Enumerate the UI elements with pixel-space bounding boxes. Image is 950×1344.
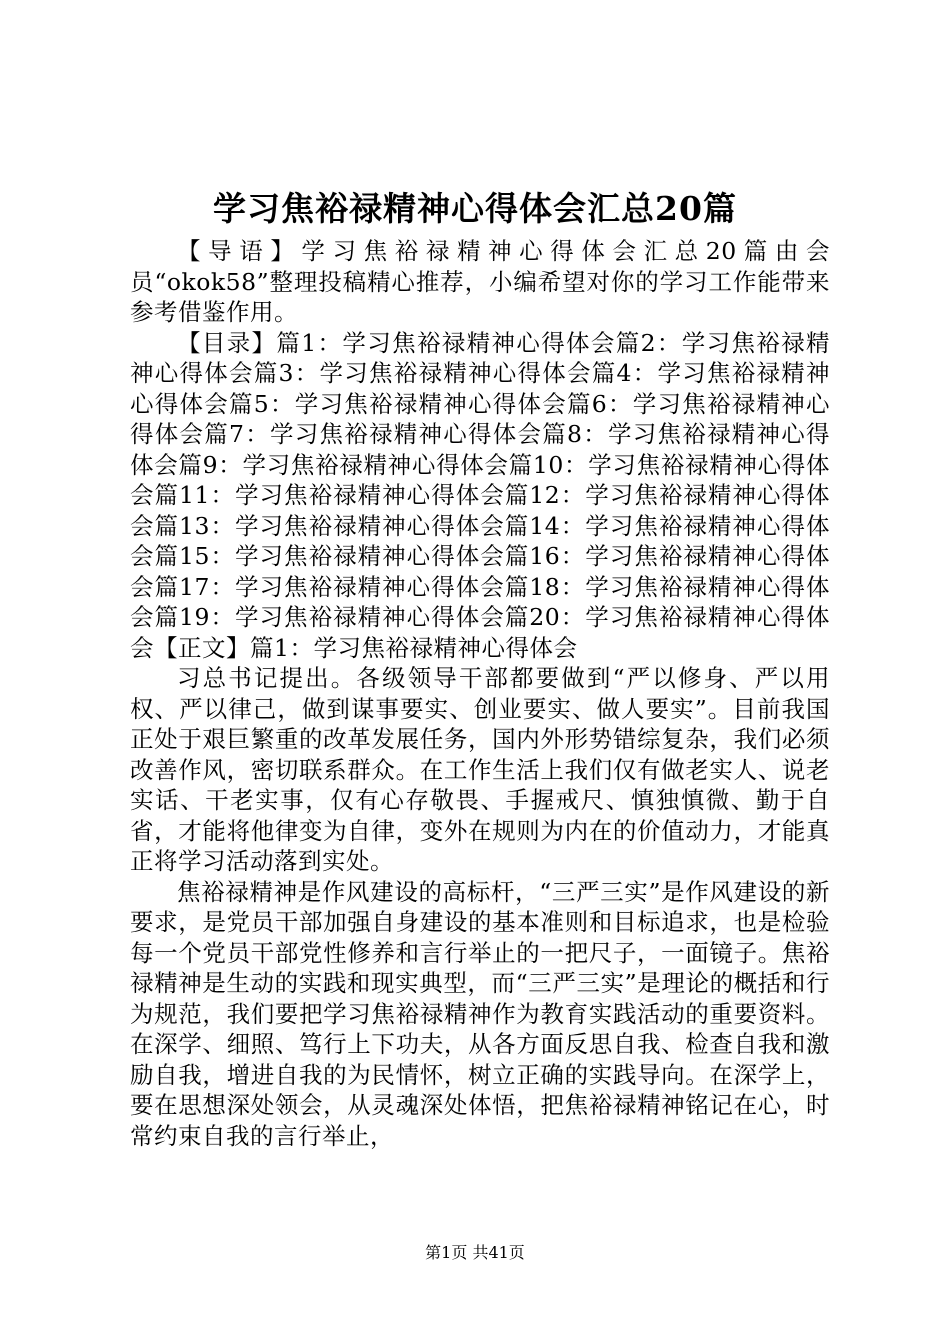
intro-paragraph: 【导语】学习焦裕禄精神心得体会汇总20篇由会员“okok58”整理投稿精心推荐，小编希望对你的学习工作能带来参考借鉴作用。 (130, 237, 830, 326)
body-paragraph: 焦裕禄精神是作风建设的高标杆，“三严三实”是作风建设的新要求，是党员干部加强自身建设的基本准则和目标追求，也是检验每一个党员干部党性修养和言行举止的一把尺子，一面镜子。焦裕禄精神是生动的实践和现实典型，而“三严三实”是理论的概括和行为规范，我们要把学习焦裕禄精神作为教育实践活动的重要资料。在深学、细照、笃行上下功夫，从各方面反思自我、检查自我和激励自我，增进自我的为民情怀，树立正确的实践导向。在深学上，要在思想深处领会，从灵魂深处体悟，把焦裕禄精神铭记在心，时常约束自我的言行举止， (130, 877, 830, 1150)
document-title: 学习焦裕禄精神心得体会汇总20篇 (213, 189, 737, 228)
page-footer: 第1页 共41页 (425, 1243, 525, 1262)
body-paragraph: 习总书记提出。各级领导干部都要做到“严以修身、严以用权、严以律己，做到谋事要实、创业要实、做人要实”。目前我国正处于艰巨繁重的改革发展任务，国内外形势错综复杂，我们必须改善作风，密切联系群众。在工作生活上我们仅有做老实人、说老实话、干老实事，仅有心存敬畏、手握戒尺、慎独慎微、勤于自省，才能将他律变为自律，变外在规则为内在的价值动力，才能真正将学习活动落到实处。 (130, 664, 830, 875)
toc-paragraph: 【目录】篇1：学习焦裕禄精神心得体会篇2：学习焦裕禄精神心得体会篇3：学习焦裕禄精神心得体会篇4：学习焦裕禄精神心得体会篇5：学习焦裕禄精神心得体会篇6：学习焦裕禄精神心得体会篇7：学习焦裕禄精神心得体会篇8：学习焦裕禄精神心得体会篇9：学习焦裕禄精神心得体会篇10：学习焦裕禄精神心得体会篇11：学习焦裕禄精神心得体会篇12：学习焦裕禄精神心得体会篇13：学习焦裕禄精神心得体会篇14：学习焦裕禄精神心得体会篇15：学习焦裕禄精神心得体会篇16：学习焦裕禄精神心得体会篇17：学习焦裕禄精神心得体会篇18：学习焦裕禄精神心得体会篇19：学习焦裕禄精神心得体会篇20：学习焦裕禄精神心得体会【正文】篇1：学习焦裕禄精神心得体会 (130, 328, 830, 662)
document-body (130, 236, 830, 1151)
